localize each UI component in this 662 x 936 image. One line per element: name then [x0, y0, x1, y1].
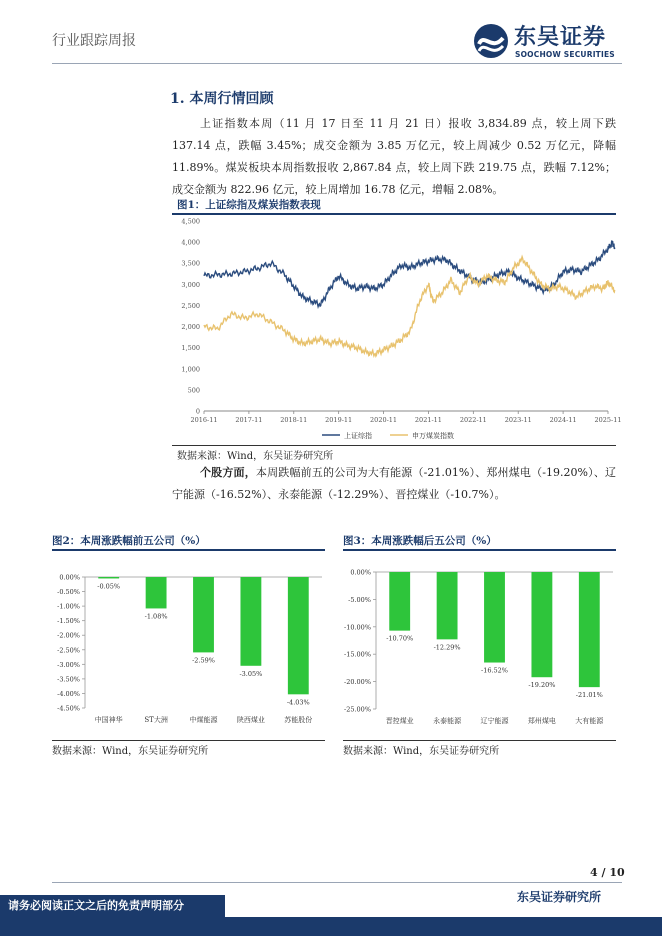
figure3-top-rule	[343, 549, 616, 551]
footer-divider	[52, 882, 622, 883]
y-tick-label: 1,000	[181, 365, 200, 374]
bar-value-label: -3.05%	[239, 669, 263, 678]
bar-value-label: -10.70%	[386, 634, 414, 643]
y-tick-label: 2,000	[181, 323, 200, 332]
figure2-top-rule	[52, 549, 325, 551]
y-tick-label: 3,500	[181, 259, 200, 268]
y-tick-label: -5.00%	[348, 595, 371, 604]
figure3-source: 数据来源：Wind，东吴证券研究所	[343, 746, 500, 757]
bar	[146, 577, 167, 608]
y-tick-label: -2.50%	[57, 646, 80, 655]
figure3-title: 图3：本周涨跌幅后五公司（%）	[343, 535, 497, 547]
company-logo	[472, 20, 622, 64]
footer-org: 东吴证券研究所	[517, 890, 602, 904]
bar-value-label: -4.03%	[286, 698, 310, 707]
logo-cn: 东吴证券	[514, 25, 607, 50]
stocks-lead: 个股方面，	[200, 466, 256, 479]
y-tick-label: -0.50%	[57, 588, 80, 597]
y-tick-label: 4,500	[181, 217, 200, 226]
figure1-source: 数据来源：Wind，东吴证券研究所	[177, 451, 334, 462]
y-tick-label: -20.00%	[344, 678, 371, 687]
bar-value-label: -12.29%	[433, 643, 461, 652]
y-tick-label: 500	[187, 386, 200, 395]
legend-label-sse: 上证综指	[344, 432, 372, 440]
x-tick-label: 2017-11	[235, 416, 263, 424]
y-tick-label: -3.50%	[57, 675, 80, 684]
logo-en: SOOCHOW SECURITIES	[515, 50, 615, 59]
bar	[98, 577, 119, 578]
x-tick-label: 2022-11	[459, 416, 487, 424]
y-tick-label: 0.00%	[59, 573, 80, 582]
y-tick-label: -1.50%	[57, 617, 80, 626]
figure3-bottom-rule	[343, 740, 616, 741]
logo-mark-icon	[472, 22, 510, 60]
legend-label-coal: 申万煤炭指数	[412, 432, 454, 440]
header-divider	[52, 63, 622, 64]
y-tick-label: -4.50%	[57, 704, 80, 713]
bar-value-label: -16.52%	[481, 666, 508, 675]
page-number: 4 / 10	[590, 866, 625, 879]
figure2-source: 数据来源：Wind，东吴证券研究所	[52, 746, 209, 757]
y-tick-label: 4,000	[181, 238, 200, 247]
category-label: 苏能股份	[284, 716, 313, 724]
y-tick-label: -3.00%	[57, 660, 80, 669]
bar-value-label: -21.01%	[575, 691, 603, 700]
bottom-five-bar-chart	[343, 553, 616, 738]
x-tick-label: 2020-11	[370, 416, 398, 424]
y-tick-label: 3,000	[181, 280, 200, 289]
x-tick-label: 2024-11	[549, 416, 577, 424]
stocks-paragraph	[172, 462, 616, 506]
bar	[193, 577, 214, 652]
bar	[531, 572, 552, 677]
section-title: 1. 本周行情回顾	[170, 91, 274, 107]
category-label: 晋控煤业	[385, 717, 414, 725]
y-tick-label: -1.00%	[57, 602, 80, 611]
category-label: 中煤能源	[189, 716, 218, 724]
disclaimer-banner: 请务必阅读正文之后的免责声明部分	[0, 895, 225, 917]
category-label: 郑州煤电	[527, 717, 556, 725]
category-label: 中国神华	[94, 716, 123, 724]
x-tick-label: 2016-11	[190, 416, 218, 424]
x-tick-label: 2021-11	[414, 416, 442, 424]
report-type: 行业跟踪周报	[52, 33, 136, 49]
bar	[389, 572, 410, 631]
y-tick-label: -10.00%	[344, 623, 371, 632]
y-tick-label: -15.00%	[344, 650, 371, 659]
figure2-title: 图2：本周涨跌幅前五公司（%）	[52, 535, 206, 547]
top-five-bar-chart	[52, 553, 325, 738]
bar-value-label: -19.20%	[528, 681, 556, 690]
market-review-paragraph: 上证指数本周（11 月 17 日至 11 月 21 日）报收 3,834.89 点，较上周下跌 137.14 点，跌幅 3.45%；成交金额为 3.85 万亿元，较上周减少 0.52 万亿元，降幅 11.89%。煤炭板块本周指数报收 2,867.84 点，较上周下跌 219.75 点，跌幅 7.12%；成交金额为 822.96 亿元，较上周增加 16.78 亿元，增幅 2.08%。	[172, 117, 616, 196]
footer-bar	[0, 917, 662, 936]
figure1-title: 图1：上证综指及煤炭指数表现	[177, 199, 321, 211]
coal-index-line	[204, 257, 615, 356]
bar-value-label: -2.59%	[192, 656, 215, 665]
x-tick-label: 2019-11	[325, 416, 353, 424]
figure2-bottom-rule	[52, 740, 325, 741]
bar-value-label: -1.08%	[144, 612, 168, 621]
category-label: 永泰能源	[433, 717, 462, 725]
category-label: 辽宁能源	[480, 717, 509, 725]
bar	[579, 572, 600, 687]
y-tick-label: 1,500	[181, 344, 200, 353]
bar	[484, 572, 505, 663]
bar-value-label: -0.05%	[97, 582, 121, 591]
bar	[288, 577, 309, 694]
y-tick-label: -2.00%	[57, 631, 80, 640]
y-tick-label: 0	[195, 407, 200, 416]
index-line-chart	[172, 215, 622, 445]
stocks-text: 本周跌幅前五的公司为大有能源（-21.01%）、郑州煤电（-19.20%）、辽宁能源（-16.52%）、永泰能源（-12.29%）、晋控煤业（-10.7%）。	[172, 466, 616, 501]
category-label: 大有能源	[575, 717, 604, 725]
bar	[437, 572, 458, 639]
x-tick-label: 2018-11	[280, 416, 308, 424]
y-tick-label: -25.00%	[344, 705, 371, 714]
x-tick-label: 2023-11	[504, 416, 532, 424]
category-label: ST大洲	[144, 716, 168, 724]
bar	[240, 577, 261, 666]
x-tick-label: 2025-11	[594, 416, 622, 424]
y-tick-label: 2,500	[181, 301, 200, 310]
category-label: 陕西煤业	[236, 716, 265, 724]
figure1-bottom-rule	[172, 445, 616, 446]
y-tick-label: -4.00%	[57, 689, 80, 698]
y-tick-label: 0.00%	[350, 568, 371, 577]
sse-composite-line	[204, 241, 615, 307]
